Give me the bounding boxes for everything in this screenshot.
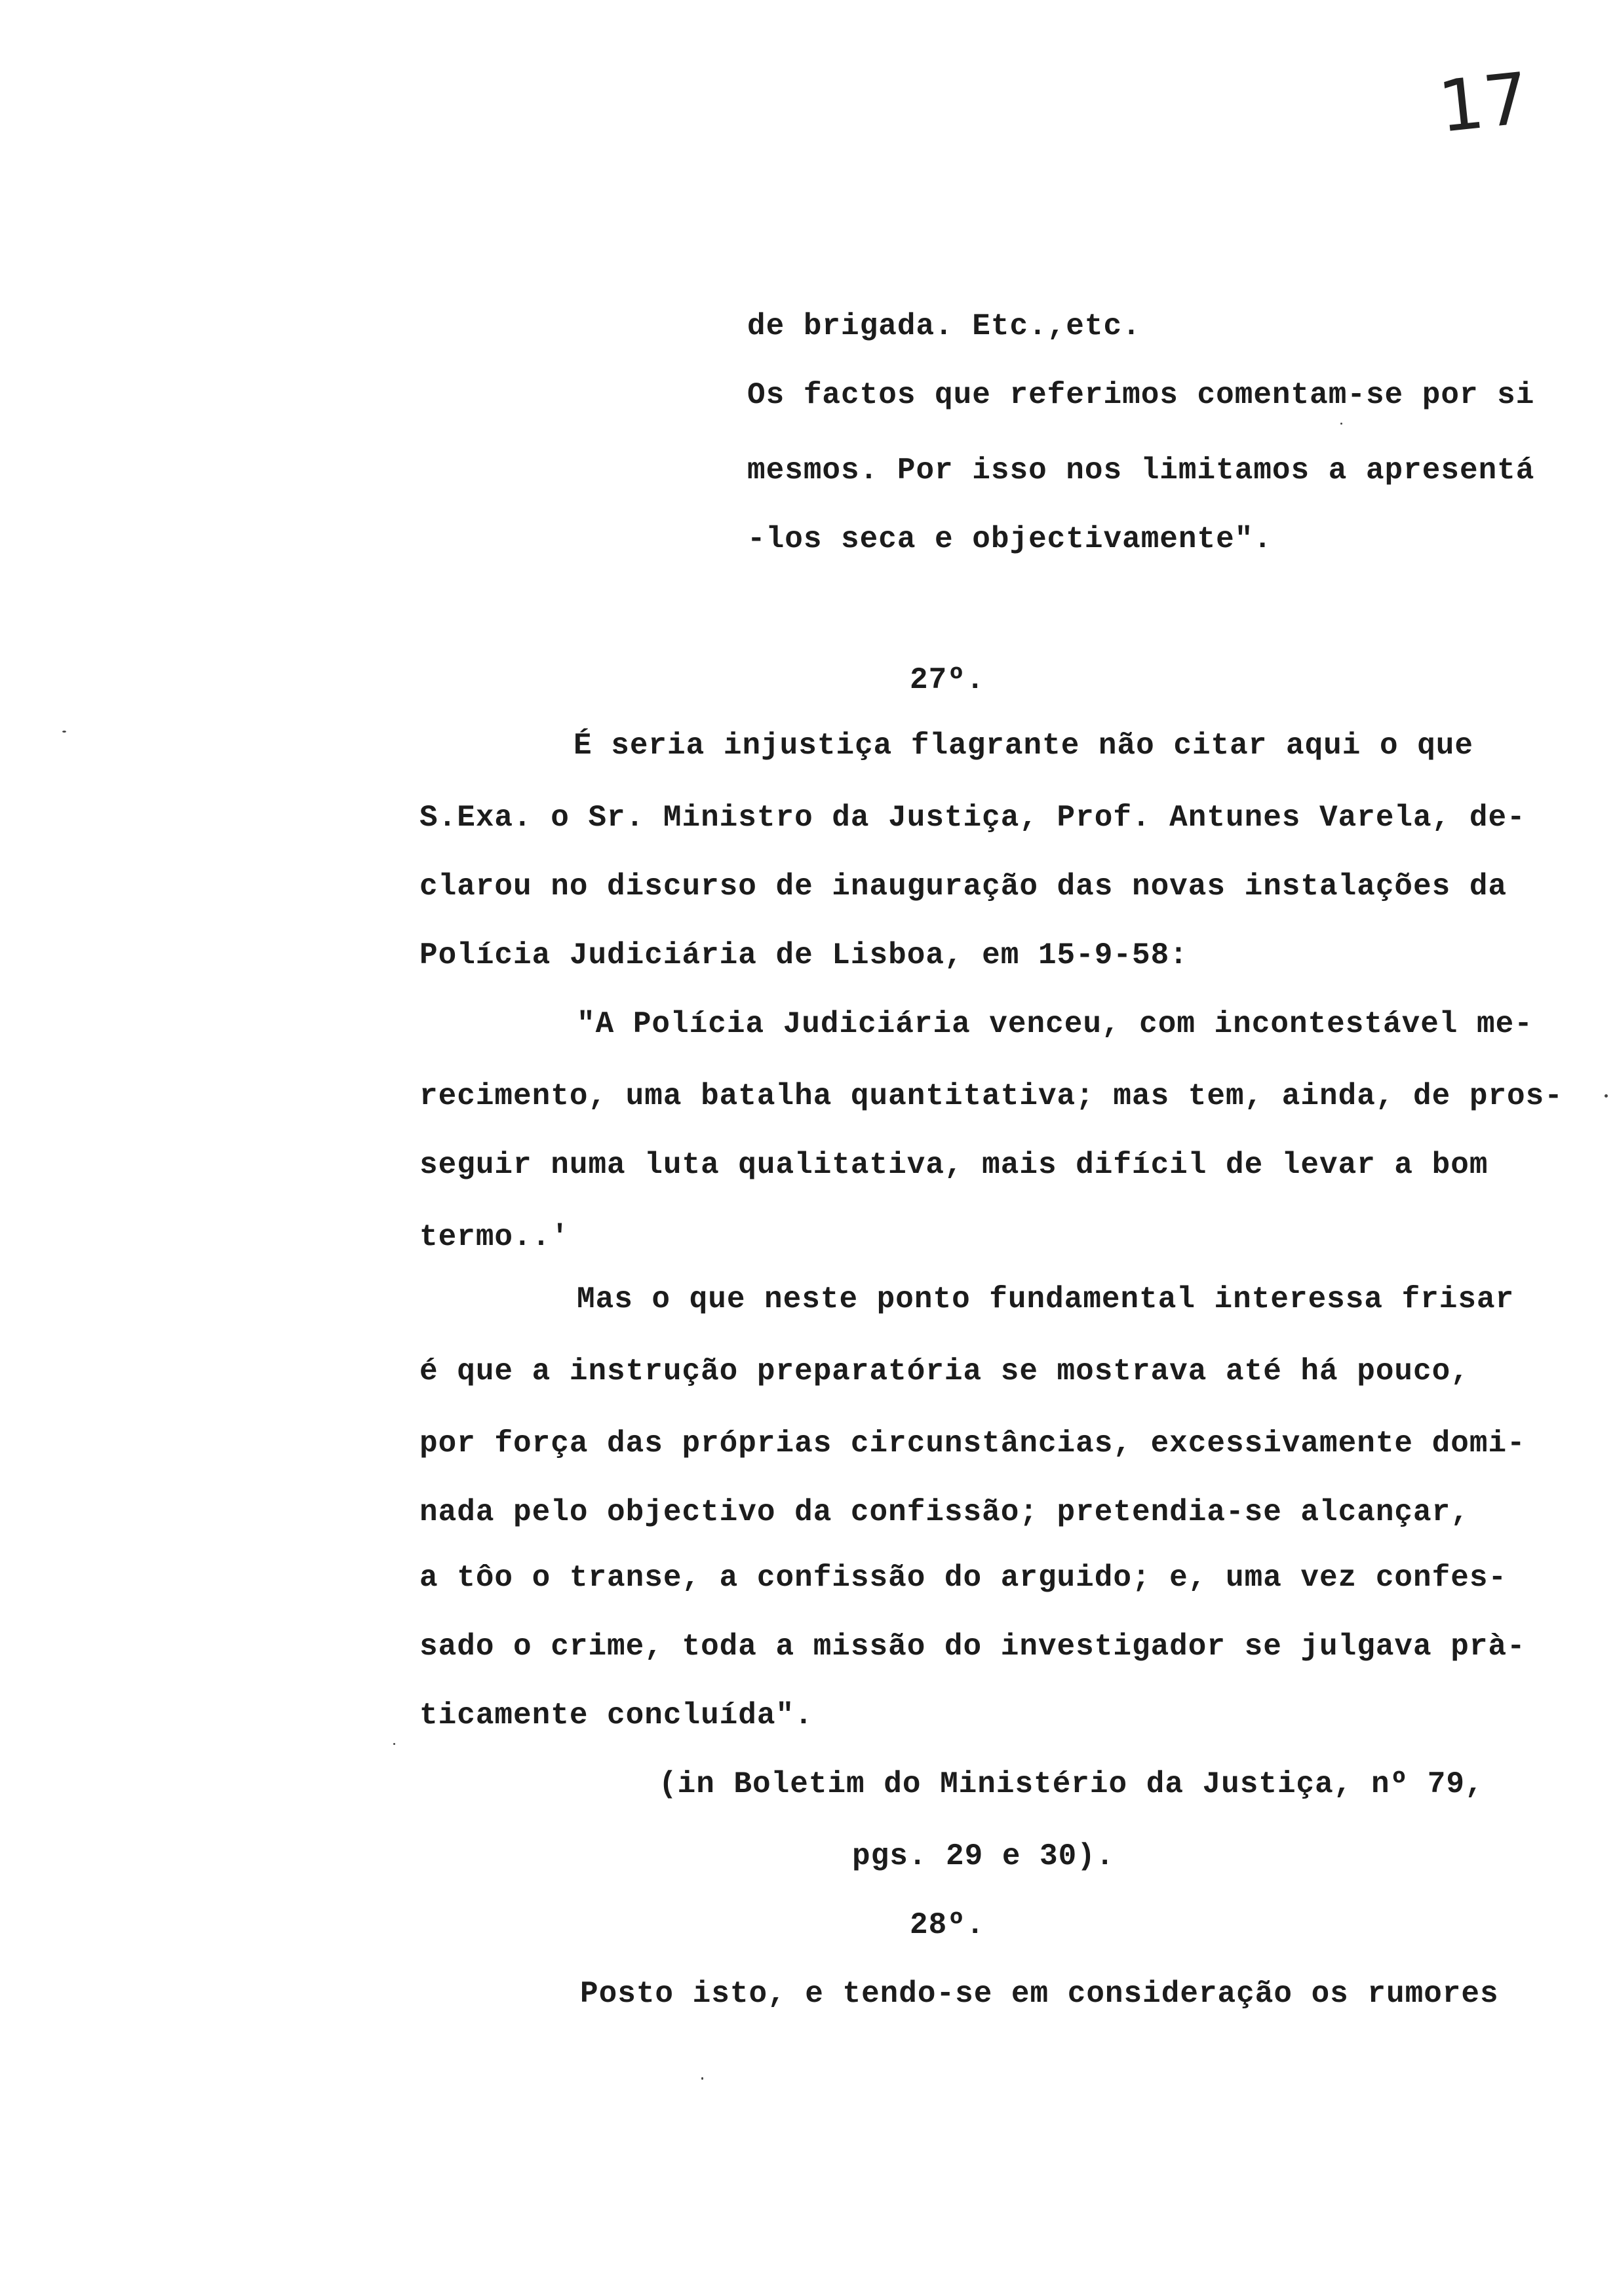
scan-speck [393,1743,395,1745]
section-number: 27º. [910,663,985,697]
text-line: É seria injustiça flagrante não citar aqui o que [574,729,1474,763]
quote-line: por força das próprias circunstâncias, excessivamente domi- [419,1426,1526,1461]
quote-line: a tôo o transe, a confissão do arguido; e, uma vez confes- [419,1561,1508,1595]
quote-line: sado o crime, toda a missão do investigador se julgava prà- [419,1630,1526,1664]
page-number: 17 [1434,58,1533,149]
quote-line: é que a instrução preparatória se mostrava até há pouco, [419,1354,1469,1388]
text-line: -los seca e objectivamente". [747,522,1272,556]
text-line: Os factos que referimos comentam-se por si [747,378,1535,412]
scan-speck [62,731,66,733]
quote-line: recimento, uma batalha quantitativa; mas tem, ainda, de pros- [419,1079,1563,1113]
quote-line: seguir numa luta qualitativa, mais difícil de levar a bom [419,1148,1489,1182]
quote-line: nada pelo objectivo da confissão; pretendia-se alcançar, [419,1495,1469,1529]
quote-line: ticamente concluída". [419,1698,813,1732]
scan-speck [701,2077,703,2080]
scan-speck [1605,1094,1608,1098]
quote-line: termo..' [419,1220,570,1254]
scan-speck [1340,423,1342,425]
text-line: de brigada. Etc.,etc. [747,309,1141,343]
section-number: 28º. [910,1908,985,1942]
text-line: clarou no discurso de inauguração das novas instalações da [419,870,1508,904]
quote-line: "A Polícia Judiciária venceu, com incontestável me- [577,1007,1533,1041]
text-line: Polícia Judiciária de Lisboa, em 15-9-58: [419,938,1188,972]
text-line: Posto isto, e tendo-se em consideração os rumores [580,1977,1499,2011]
quote-line: Mas o que neste ponto fundamental interessa frisar [577,1282,1515,1316]
text-line: S.Exa. o Sr. Ministro da Justiça, Prof. Antunes Varela, de- [419,801,1526,835]
text-line: mesmos. Por isso nos limitamos a apresentá [747,453,1535,488]
citation-line: (in Boletim do Ministério da Justiça, nº 79, [659,1767,1484,1801]
citation-line: pgs. 29 e 30). [852,1839,1115,1873]
